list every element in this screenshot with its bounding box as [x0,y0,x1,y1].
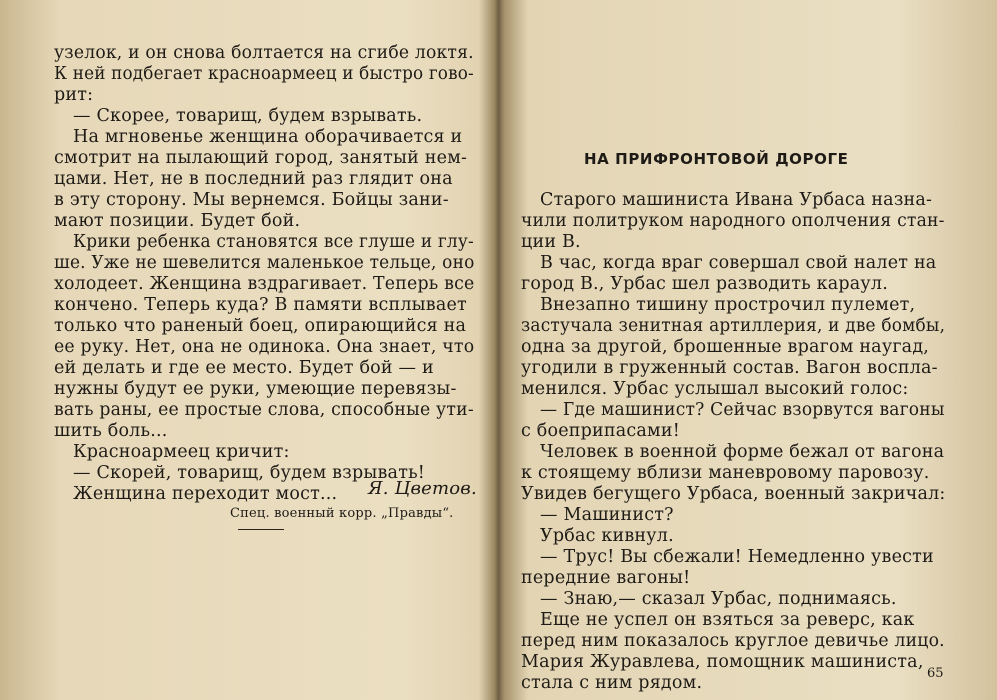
text-line: Урбас кивнул. [540,526,674,546]
left-page [0,0,498,700]
text-line: узелок, и он снова болтается на сгибе локтя. [54,43,474,63]
text-line: чили политруком народного ополчения стан- [521,211,945,231]
text-line: Увидев бегущего Урбаса, военный закричал: [521,484,946,504]
text-line: На мгновенье женщина оборачивается и [73,127,463,147]
text-line: Красноармеец кричит: [73,442,290,462]
text-line: В час, когда враг совершал свой налет на [540,253,937,273]
text-line: ее руку. Нет, она не одинока. Она знает, что [54,337,475,357]
text-line: — Скорее, товарищ, будем взрывать. [73,106,423,126]
text-line: мают позиции. Будет бой. [54,211,301,231]
text-line: Еще не успел он взяться за реверс, как [540,610,915,630]
text-line: цами. Нет, не в последний раз глядит она [54,169,453,189]
text-line: Старого машиниста Ивана Урбаса назна- [540,190,933,210]
text-line: — Трус! Вы сбежали! Немедленно увести [540,547,934,567]
text-line: — Где машинист? Сейчас взорвутся вагоны [540,400,945,420]
text-line: Мария Журавлева, помощник машиниста, [521,652,924,672]
text-line: Женщина переходит мост... [73,484,338,504]
text-line: рит: [54,85,94,105]
text-line: в эту сторону. Мы вернемся. Бойцы зани- [54,190,449,210]
text-line: — Скорей, товарищ, будем взрывать! [73,463,426,483]
text-line: одна за другой, брошенные врагом наугад, [521,337,930,357]
text-line: шить боль... [54,421,168,441]
right-page [505,0,997,700]
chapter-title: НА ПРИФРОНТОВОЙ ДОРОГЕ [584,150,849,168]
text-line: — Машинист? [540,505,674,525]
text-line: Крики ребенка становятся все глуше и глу- [73,232,474,252]
text-line: Человек в военной форме бежал от вагона [540,442,945,462]
text-line: менился. Урбас услышал высокий голос: [521,379,909,399]
text-line: к стоящему вблизи маневровому паровозу. [521,463,930,483]
source-credit: Спец. военный корр. „Правды“. [230,506,454,521]
author-signature: Я. Цветов. [368,478,477,499]
text-line: передние вагоны! [521,568,691,588]
text-line: К ней подбегает красноармеец и быстро гово- [54,64,474,84]
text-line: ше. Уже не шевелится маленькое тельце, оно [54,253,475,273]
text-line: холодеет. Женщина вздрагивает. Теперь все [54,274,475,294]
text-line: перед ним показалось круглое девичье лицо. [521,631,945,651]
text-line: ей делать и где ее место. Будет бой — и [54,358,434,378]
text-line: город В., Урбас шел разводить караул. [521,274,888,294]
text-line: угодили в груженный состав. Вагон воспла- [521,358,938,378]
text-line: нужны будут ее руки, умеющие перевязы- [54,379,457,399]
text-line: вать раны, ее простые слова, способные ути- [54,400,474,420]
text-line: стала с ним рядом. [521,673,703,693]
text-line: Внезапно тишину прострочил пулемет, [540,295,916,315]
text-line: кончено. Теперь куда? В памяти всплывает [54,295,467,315]
section-divider [238,529,284,530]
text-line: смотрит на пылающий город, занятый нем- [54,148,468,168]
text-line: застучала зенитная артиллерия, и две бомбы, [521,316,946,336]
page-number: 65 [927,666,944,681]
text-line: с боеприпасами! [521,421,680,441]
text-line: только что раненый боец, опирающийся на [54,316,467,336]
text-line: — Знаю,— сказал Урбас, поднимаясь. [540,589,897,609]
text-line: ции В. [521,232,581,252]
